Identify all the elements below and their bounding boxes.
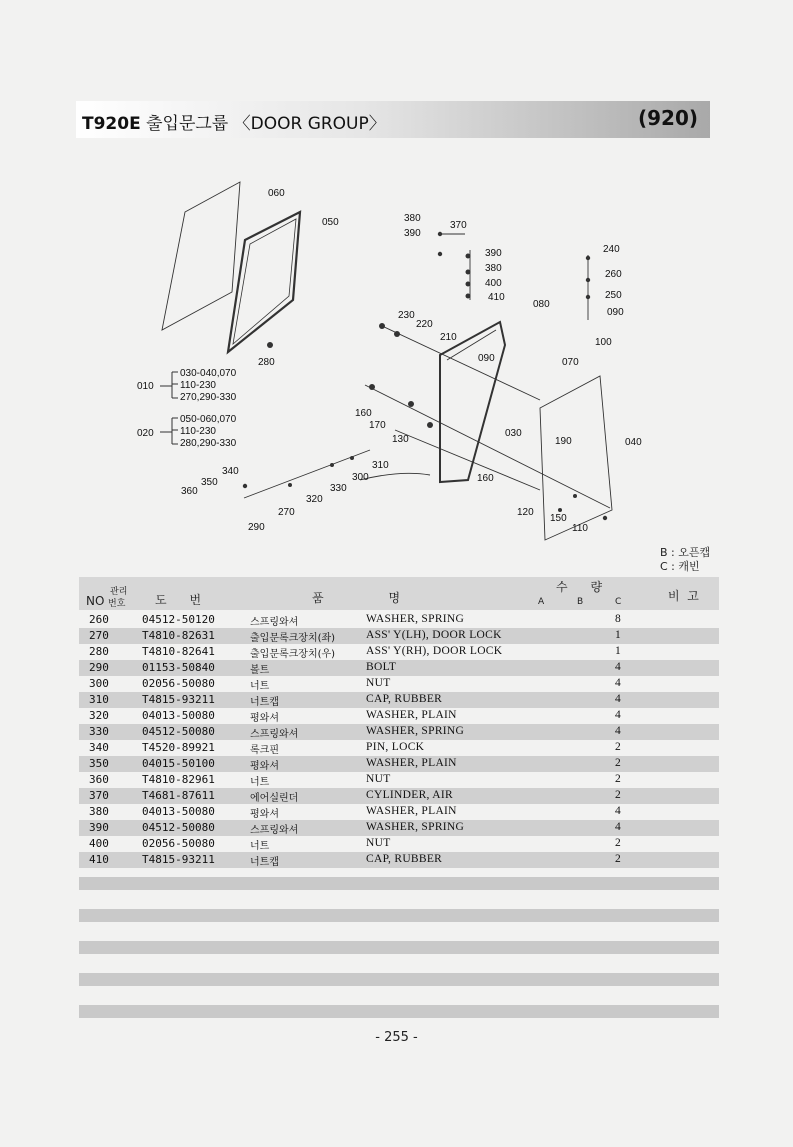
callout-230: 230 <box>398 310 415 321</box>
door-glass-part <box>162 182 240 330</box>
table-row: 300 02056-50080 너트 NUT 4 <box>89 677 621 692</box>
callout-350: 350 <box>201 477 218 488</box>
table-row: 370 T4681-87611 에어실린더 CYLINDER, AIR 2 <box>79 788 719 804</box>
callout-130: 130 <box>392 434 409 445</box>
callout-410: 410 <box>488 292 505 303</box>
header-name: 품 명 <box>312 591 401 605</box>
callout-380: 380 <box>404 213 421 224</box>
group-010-line2: 110-230 <box>180 380 216 391</box>
callout-310: 310 <box>372 460 389 471</box>
callout-400: 400 <box>485 278 502 289</box>
callout-170: 170 <box>369 420 386 431</box>
callout-250: 250 <box>605 290 622 301</box>
table-row: 270 T4810-82631 출입문록크장치(좌) ASS' Y(LH), DOOR LOCK 1 <box>79 628 719 644</box>
callout-040: 040 <box>625 437 642 448</box>
table-row: 290 01153-50840 볼트 BOLT 4 <box>79 660 719 676</box>
header-qty: 수 량 <box>556 580 603 594</box>
group-020-line3: 280,290-330 <box>180 438 237 449</box>
exploded-diagram <box>130 172 650 542</box>
page-title <box>82 109 386 134</box>
callout-390b: 390 <box>485 248 502 259</box>
callout-100: 100 <box>595 337 612 348</box>
table-row: 310 T4815-93211 너트캡 CAP, RUBBER 4 <box>79 692 719 708</box>
main-frame-part <box>440 322 505 482</box>
callout-290: 290 <box>248 522 265 533</box>
door-frame-part <box>228 212 300 352</box>
table-row: 380 04013-50080 평와셔 WASHER, PLAIN 4 <box>89 805 621 820</box>
callout-280: 280 <box>258 357 275 368</box>
callout-050: 050 <box>322 217 339 228</box>
table-row: 350 04015-50100 평와셔 WASHER, PLAIN 2 <box>79 756 719 772</box>
callout-300: 300 <box>352 472 369 483</box>
callout-380b: 380 <box>485 263 502 274</box>
callout-060: 060 <box>268 188 285 199</box>
header-drawing: 도 번 <box>155 593 202 607</box>
group-title: 출입문그룹 〈DOOR GROUP〉 <box>146 114 386 134</box>
callout-240: 240 <box>603 244 620 255</box>
callout-030: 030 <box>505 428 522 439</box>
table-row: 410 T4815-93211 너트캡 CAP, RUBBER 2 <box>79 852 719 868</box>
table-row: 330 04512-50080 스프링와셔 WASHER, SPRING 4 <box>79 724 719 740</box>
table-row: 340 T4520-89921 록크핀 PIN, LOCK 2 <box>89 741 621 756</box>
group-010-line3: 270,290-330 <box>180 392 237 403</box>
table-row: 320 04013-50080 평와셔 WASHER, PLAIN 4 <box>89 709 621 724</box>
callout-360: 360 <box>181 486 198 497</box>
empty-table-row <box>79 1005 719 1018</box>
model-code: T920E <box>82 114 141 134</box>
empty-table-row <box>79 909 719 922</box>
table-row: 280 T4810-82641 출입문록크장치(우) ASS' Y(RH), DOOR LOCK 1 <box>89 645 621 660</box>
callout-390: 390 <box>404 228 421 239</box>
callout-220: 220 <box>416 319 433 330</box>
callout-150: 150 <box>550 513 567 524</box>
callout-210: 210 <box>440 332 457 343</box>
header-qty-c: C <box>615 597 622 607</box>
table-row: 260 04512-50120 스프링와셔 WASHER, SPRING 8 <box>89 613 621 628</box>
callout-090: 090 <box>607 307 624 318</box>
page-number: - 255 - <box>375 1030 418 1045</box>
group-020-line1: 050-060,070 <box>180 414 237 425</box>
callout-090b: 090 <box>478 353 495 364</box>
group-010-line1: 030-040,070 <box>180 368 237 379</box>
callout-070: 070 <box>562 357 579 368</box>
callout-330: 330 <box>330 483 347 494</box>
legend-b: B : 오픈캡 <box>660 546 711 559</box>
header-mgmt-top: 관리 <box>110 587 128 597</box>
header-qty-b: B <box>577 597 584 607</box>
callout-110: 110 <box>572 523 588 534</box>
group-010-label: 010 <box>137 381 154 392</box>
table-row: 390 04512-50080 스프링와셔 WASHER, SPRING 4 <box>79 820 719 836</box>
header-mgmt-bottom: 번호 <box>108 599 126 609</box>
callout-120: 120 <box>517 507 534 518</box>
callout-270: 270 <box>278 507 295 518</box>
callout-160b: 160 <box>477 473 494 484</box>
empty-table-row <box>79 973 719 986</box>
group-020-line2: 110-230 <box>180 426 216 437</box>
callout-260: 260 <box>605 269 622 280</box>
empty-table-row <box>79 877 719 890</box>
callout-080: 080 <box>533 299 550 310</box>
callout-320: 320 <box>306 494 323 505</box>
callout-160: 160 <box>355 408 372 419</box>
table-row: 400 02056-50080 너트 NUT 2 <box>89 837 621 852</box>
callout-370: 370 <box>450 220 467 231</box>
legend-c: C : 캐빈 <box>660 560 700 573</box>
parts-table <box>79 612 719 868</box>
header-qty-a: A <box>538 597 545 607</box>
empty-table-row <box>79 941 719 954</box>
callout-190: 190 <box>555 436 572 447</box>
group-020-label: 020 <box>137 428 154 439</box>
table-row: 360 T4810-82961 너트 NUT 2 <box>89 773 621 788</box>
callout-340: 340 <box>222 466 239 477</box>
header-remarks: 비 고 <box>668 589 699 603</box>
group-code: (920) <box>637 106 698 130</box>
header-no: NO <box>86 594 105 608</box>
